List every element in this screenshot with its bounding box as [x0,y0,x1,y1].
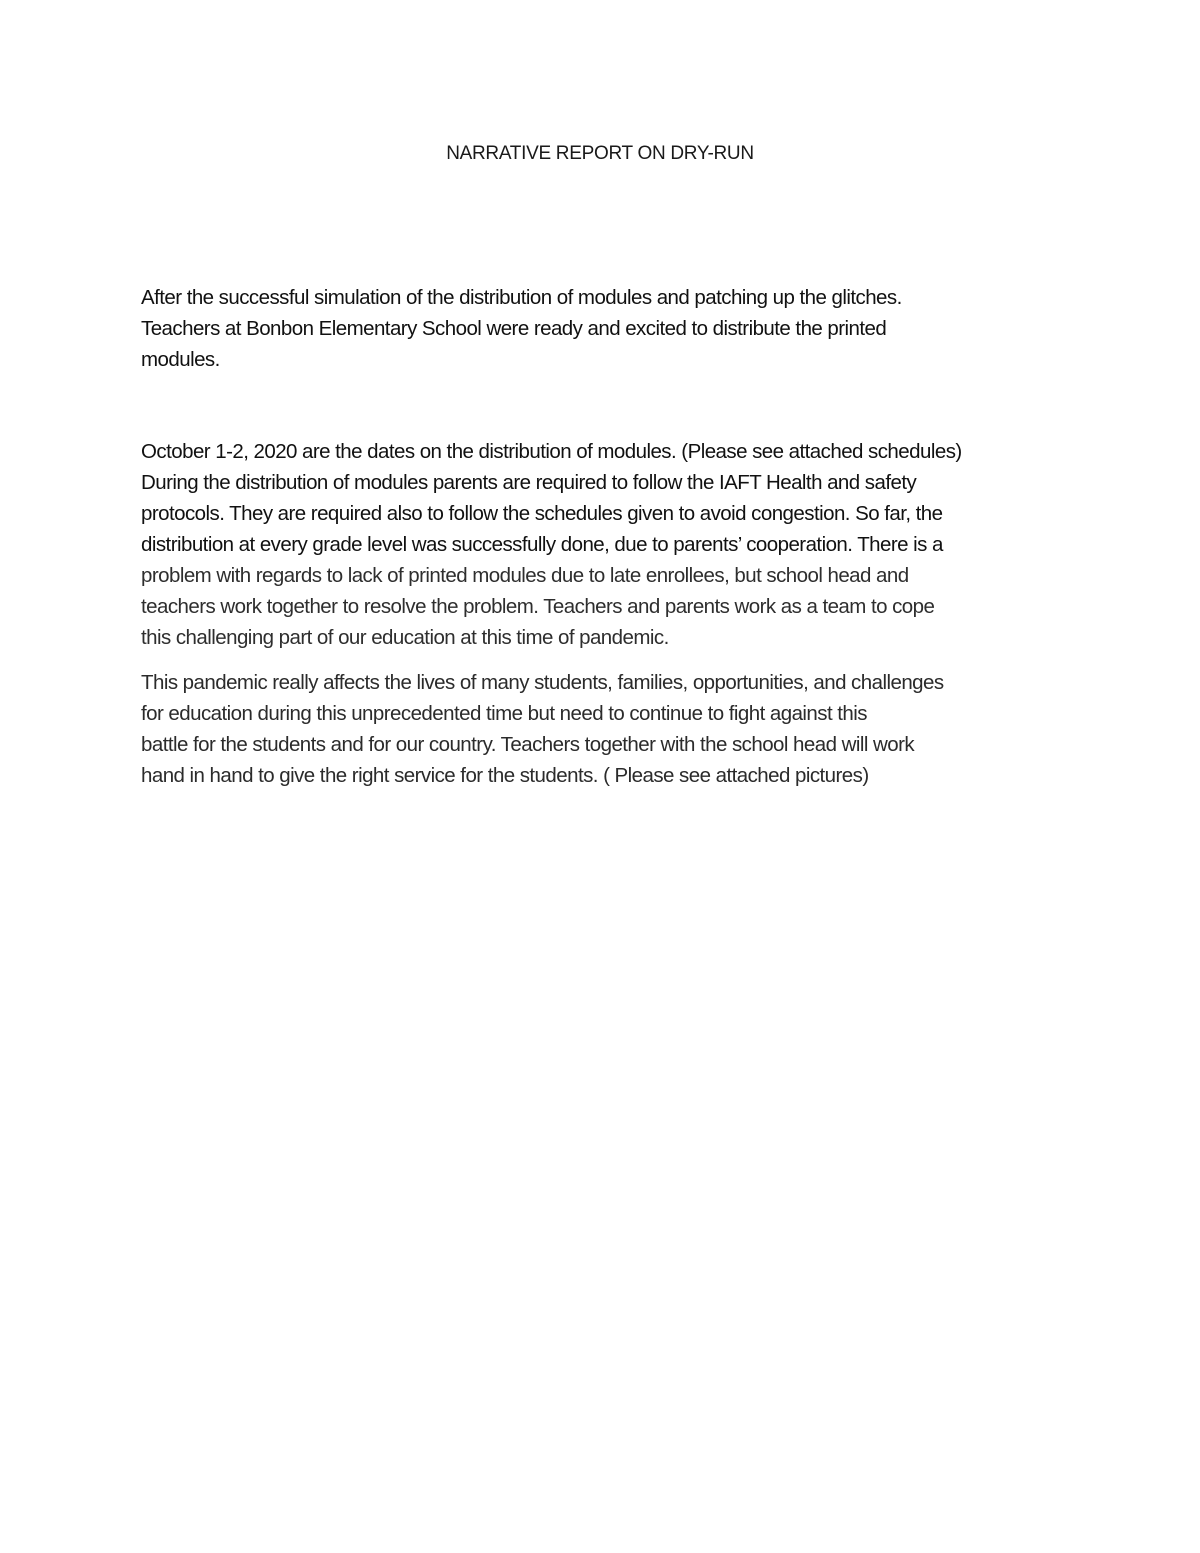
paragraph-line: Teachers at Bonbon Elementary School were ready and excited to distribute the printed [141,317,887,340]
paragraph-line: After the successful simulation of the distribution of modules and patching up the glitches. [141,286,902,309]
paragraph-line: modules. [141,348,220,371]
paragraph-intro [141,282,1071,375]
paragraph-line: battle for the students and for our country. Teachers together with the school head will work [141,733,915,756]
paragraph-line: distribution at every grade level was successfully done, due to parents’ cooperation. There is a [141,533,943,556]
paragraph-pandemic [141,667,1071,791]
paragraph-line: this challenging part of our education at this time of pandemic. [141,626,669,649]
paragraph-distribution [141,436,1071,653]
paragraph-line: During the distribution of modules parents are required to follow the IAFT Health and safety [141,471,917,494]
paragraph-line: October 1-2, 2020 are the dates on the distribution of modules. (Please see attached schedules) [141,440,962,463]
paragraph-line: This pandemic really affects the lives of many students, families, opportunities, and challenges [141,671,944,694]
paragraph-line: teachers work together to resolve the problem. Teachers and parents work as a team to cope [141,595,935,618]
paragraph-line: protocols. They are required also to follow the schedules given to avoid congestion. So far, the [141,502,943,525]
paragraph-line: problem with regards to lack of printed modules due to late enrollees, but school head and [141,564,909,587]
document-title: NARRATIVE REPORT ON DRY-RUN [446,143,754,164]
paragraph-line: for education during this unprecedented time but need to continue to fight against this [141,702,867,725]
paragraph-line: hand in hand to give the right service for the students. ( Please see attached pictures) [141,764,869,787]
